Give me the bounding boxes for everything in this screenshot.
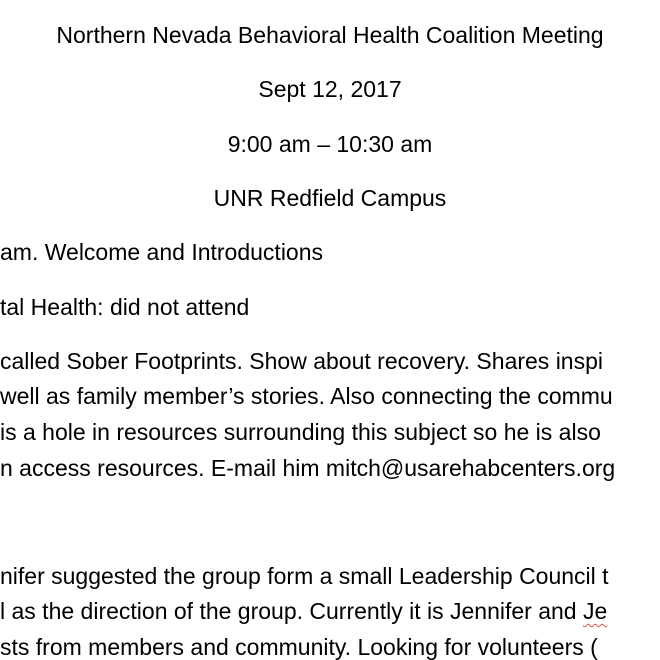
- paragraph-line-4: n access resources. E-mail him mitch@usarehabcenters.org: [0, 455, 616, 481]
- paragraph2-line-3: sts from members and community. Looking for volunteers (: [0, 634, 598, 660]
- meeting-time: 9:00 am – 10:30 am: [227, 131, 433, 157]
- paragraph-line-1: called Sober Footprints. Show about recovery. Shares inspi: [0, 348, 603, 374]
- paragraph2-line-2-text: l as the direction of the group. Currently it is Jennifer and: [0, 598, 583, 624]
- meeting-date: Sept 12, 2017: [258, 76, 402, 102]
- paragraph2-line-1: nifer suggested the group form a small Leadership Council t: [0, 563, 609, 589]
- paragraph-line-2: well as family member’s stories. Also connecting the commu: [0, 383, 613, 409]
- paragraph-line-3: is a hole in resources surrounding this subject so he is also: [0, 419, 601, 445]
- meeting-location: UNR Redfield Campus: [213, 185, 447, 211]
- paragraph2-line-2: [0, 597, 607, 625]
- spellcheck-flagged-word: Je: [582, 598, 608, 624]
- agenda-mental-health-line: tal Health: did not attend: [0, 294, 250, 320]
- meeting-title: Northern Nevada Behavioral Health Coalition Meeting: [56, 22, 604, 48]
- agenda-welcome-line: am. Welcome and Introductions: [0, 239, 324, 265]
